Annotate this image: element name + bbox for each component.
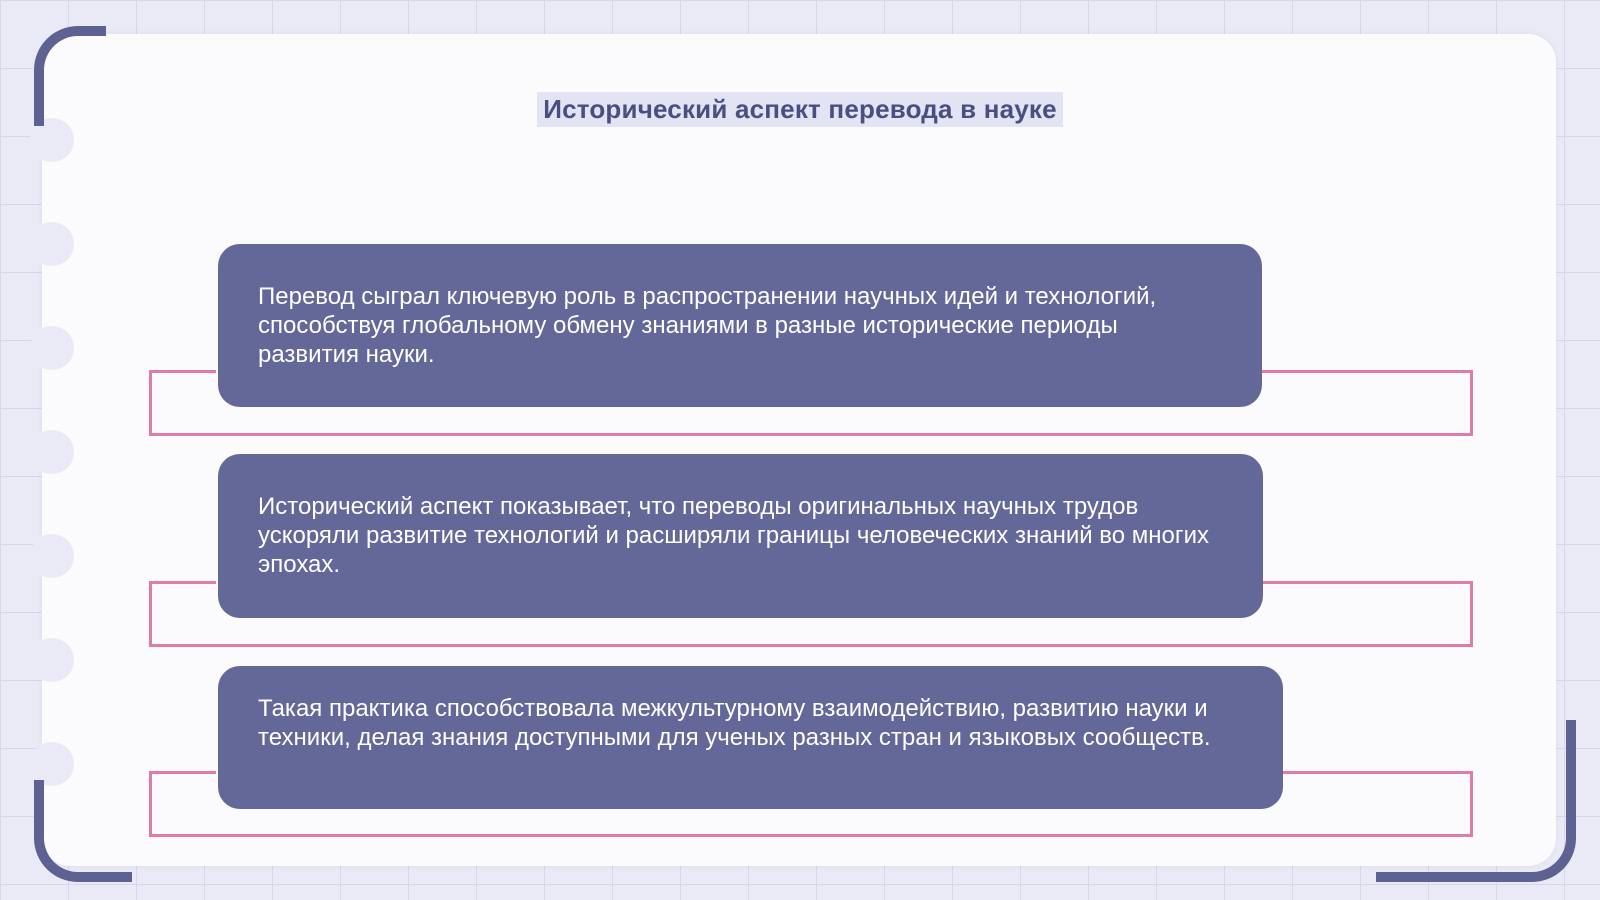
scallop-decoration [30, 222, 74, 266]
content-card-text: Перевод сыграл ключевую роль в распространении научных идей и технологий, способствуя глобальному обмену знаниями в разные исторические периоды развития науки. [258, 283, 1157, 368]
scallop-decoration [30, 430, 74, 474]
accent-frame-right-stub [1280, 771, 1470, 774]
content-card-1 [218, 244, 1262, 407]
corner-bracket-bottom-left [34, 780, 132, 882]
content-card-text: Такая практика способствовала межкультурному взаимодействию, развитию науки и техники, делая знания доступными для ученых разных стран и языковых сообществ. [258, 695, 1211, 751]
accent-frame-left-stub [152, 370, 216, 373]
slide-title-text: Исторический аспект перевода в науке [537, 92, 1063, 127]
accent-frame-left-stub [152, 581, 216, 584]
scallop-decoration [30, 326, 74, 370]
content-card-text: Исторический аспект показывает, что переводы оригинальных научных трудов ускоряли развитие технологий и расширяли границы человеческих знаний во многих эпохах. [258, 493, 1210, 578]
content-card-3 [218, 666, 1283, 809]
slide-title [0, 92, 1600, 127]
scallop-decoration [30, 638, 74, 682]
accent-frame-right-stub [1260, 370, 1470, 373]
accent-frame-right-stub [1260, 581, 1470, 584]
content-card-2 [218, 454, 1263, 618]
accent-frame-left-stub [152, 771, 216, 774]
scallop-decoration [30, 534, 74, 578]
